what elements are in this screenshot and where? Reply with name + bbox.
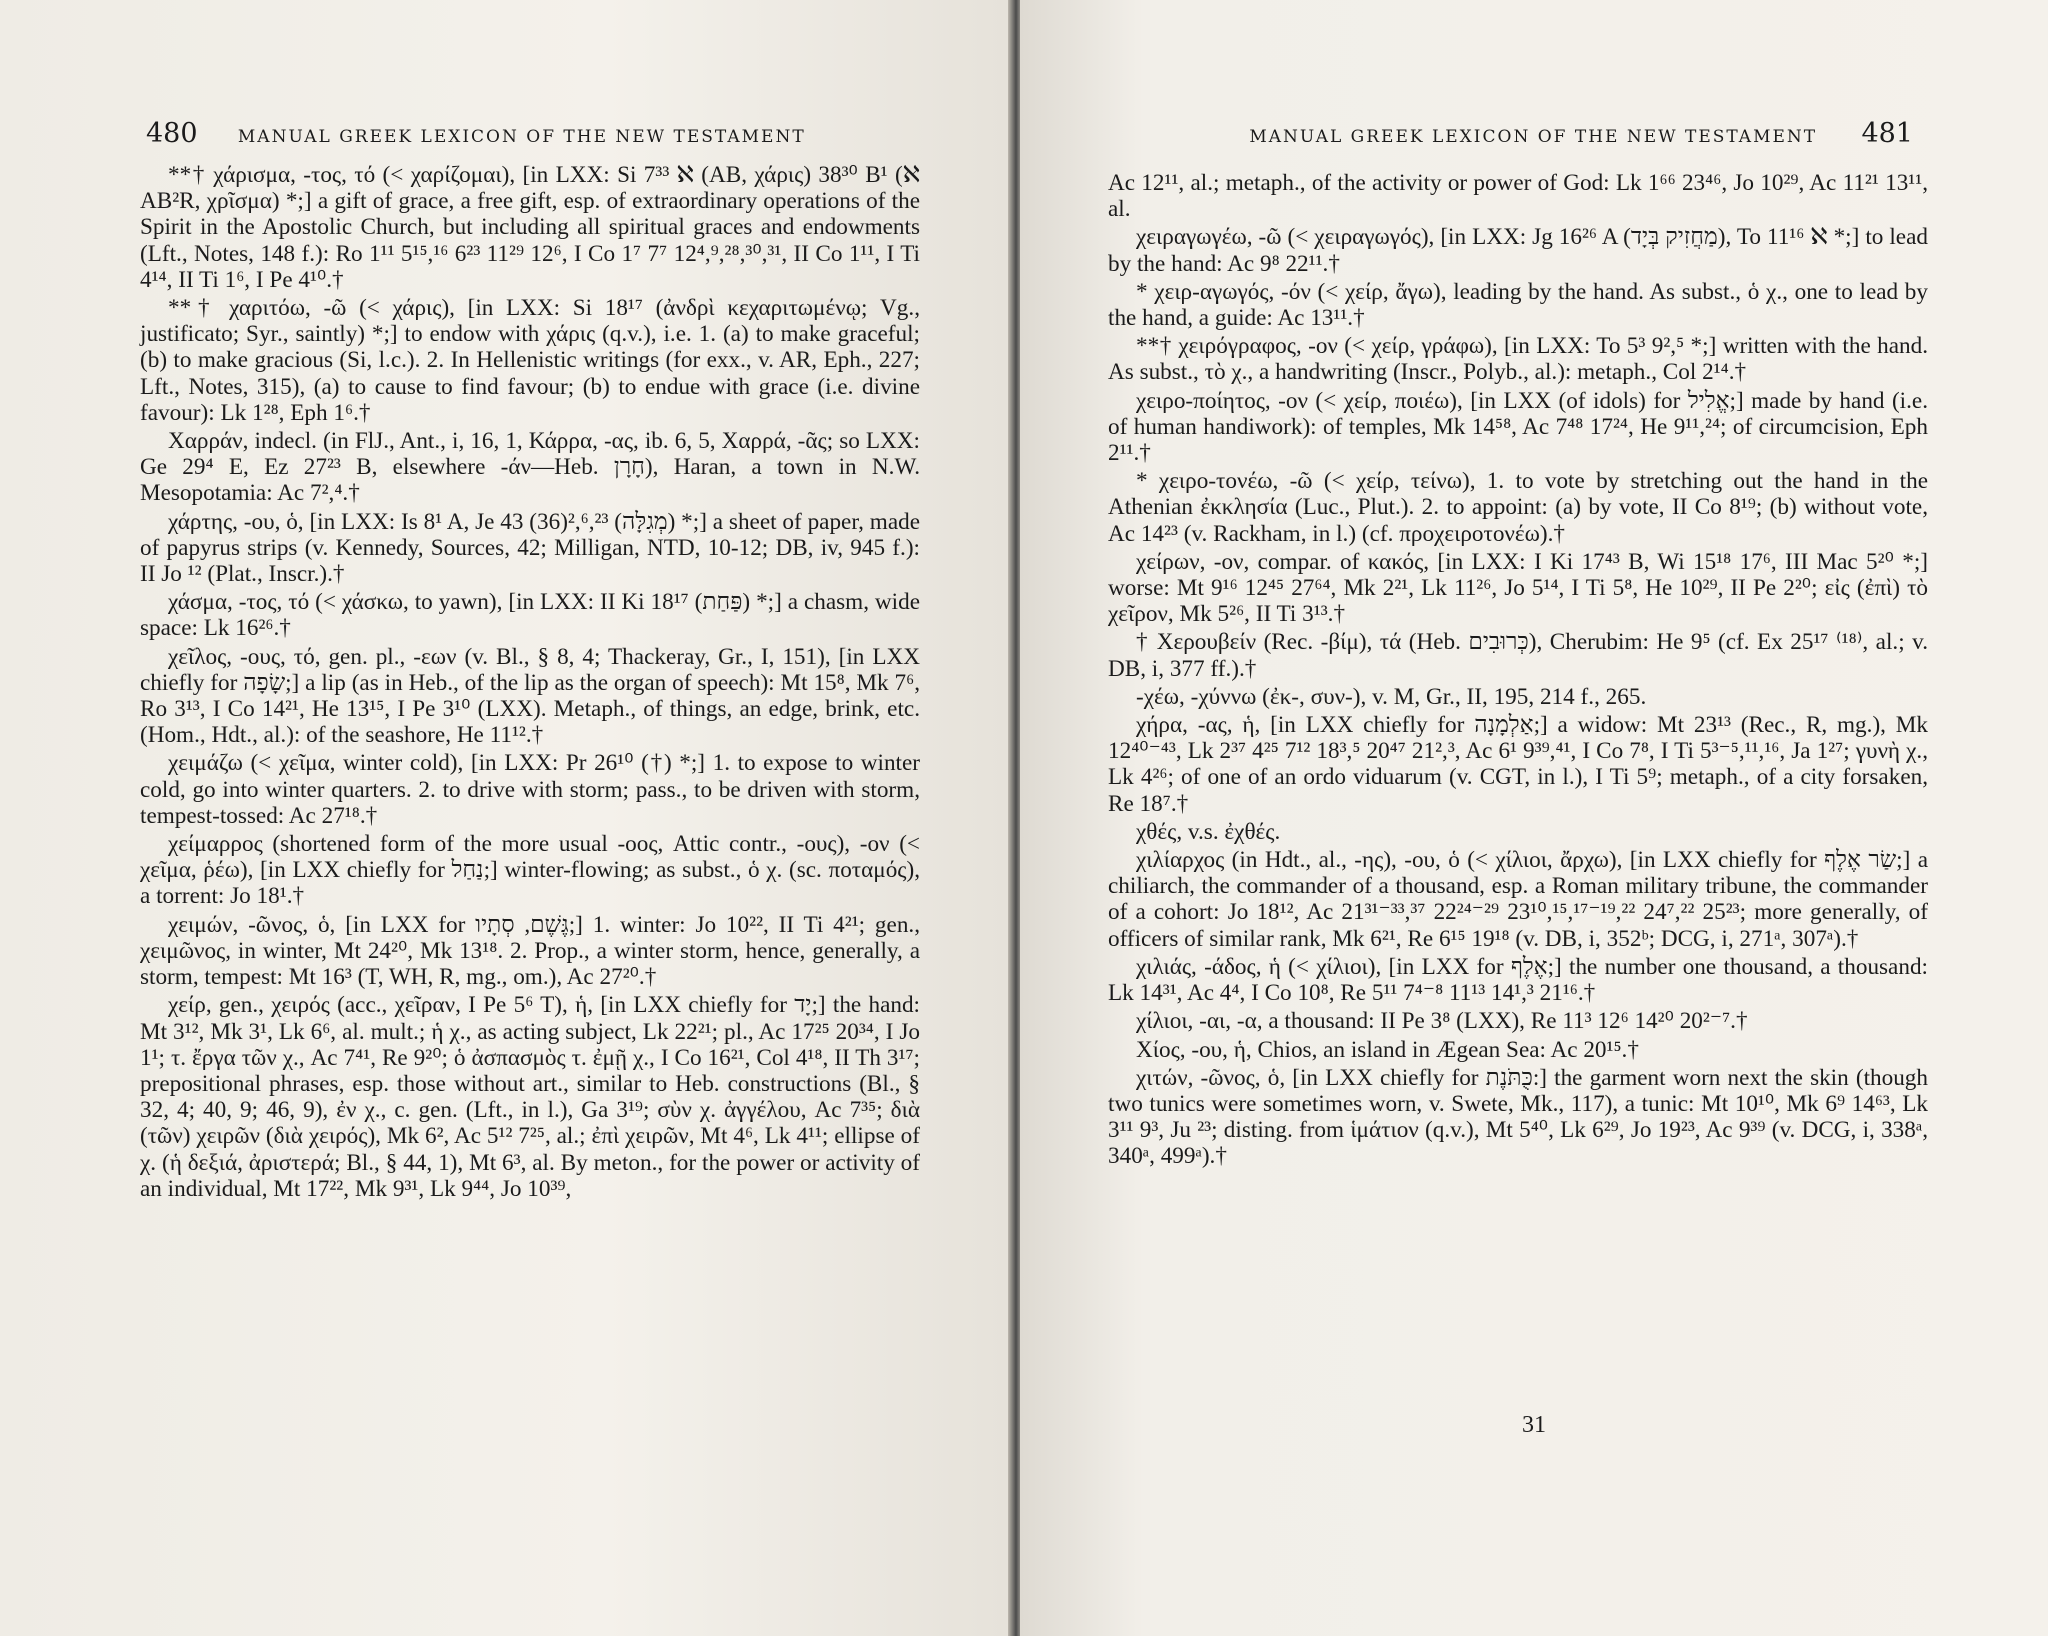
signature-mark: 31 <box>1522 1412 1546 1438</box>
left-page-header <box>146 118 886 149</box>
entry: χήρα, -ας, ἡ, [in LXX chiefly for אַלְמָנָה;] a widow: Mt 23¹³ (Rec., R, mg.), Mk 12⁴⁰⁻⁴³, Lk 2³⁷ 4²⁵ 7¹² 18³,⁵ 20⁴⁷ 21²,³, Ac 6¹ 9³⁹,⁴¹, I Co 7⁸, I Ti 5³⁻⁵,¹¹,¹⁶, Ja 1²⁷; γυνὴ χ., Lk 4²⁶; of one of an ordo viduarum (v. CGT, in l.), I Ti 5⁹; metaph., of a city forsaken, Re 18⁷.† <box>1108 712 1928 817</box>
entry: χείρ, gen., χειρός (acc., χεῖραν, I Pe 5⁶ T), ἡ, [in LXX chiefly for יָד;] the hand: Mt 3¹², Mk 3¹, Lk 6⁶, al. mult.; ἡ χ., as acting subject, Lk 22²¹; pl., Ac 17²⁵ 20³⁴, I Jo 1¹; τ. ἔργα τῶν χ., Ac 7⁴¹, Re 9²⁰; ὁ ἀσπασμὸς τ. ἐμῇ χ., I Co 16²¹, Col 4¹⁸, II Th 3¹⁷; prepositional phrases, esp. those without art., similar to Heb. constructions (Bl., § 32, 4; 40, 9; 46, 9), ἐν χ., c. gen. (Lft., in l.), Ga 3¹⁹; σὺν χ. ἀγγέλου, Ac 7³⁵; διὰ (τῶν) χειρῶν (διὰ χειρός), Mk 6², Ac 5¹² 7²⁵, al.; ἐπὶ χειρῶν, Mt 4⁶, Lk 4¹¹; ellipse of χ. (ἡ δεξιά, ἀριστερά; Bl., § 44, 1), Mt 6³, al. By meton., for the power or activity of an individual, Mt 17²², Mk 9³¹, Lk 9⁴⁴, Jo 10³⁹, <box>140 992 920 1202</box>
entry: * χειρ-αγωγός, -όν (< χείρ, ἄγω), leading by the hand. As subst., ὁ χ., one to lead by the hand, a guide: Ac 13¹¹.† <box>1108 278 1928 332</box>
page-number-right: 481 <box>1861 118 1913 149</box>
entry: χειραγωγέω, -ῶ (< χειραγωγός), [in LXX: Jg 16²⁶ A (מַחֲזִיק בְּיָד), To 11¹⁶ ℵ *;] to lead by the hand: Ac 9⁸ 22¹¹.† <box>1108 224 1928 277</box>
entry: χιλιάς, -άδος, ἡ (< χίλιοι), [in LXX for אֶלֶף;] the number one thousand, a thousand: Lk 14³¹, Ac 4⁴, I Co 10⁸, Re 5¹¹ 7⁴⁻⁸ 11¹³ 14¹,³ 21¹⁶.† <box>1108 953 1928 1007</box>
entry: **† χαριτόω, -ῶ (< χάρις), [in LXX: Si 18¹⁷ (ἀνδρὶ κεχαριτωμένῳ; Vg., justificato; Syr., saintly) *;] to endow with χάρις (q.v.), i.e. 1. (a) to make graceful; (b) to make gracious (Si, l.c.). 2. In Hellenistic writings (for exx., v. AR, Eph., 227; Lft., Notes, 315), (a) to cause to find favour; (b) to endue with grace (i.e. divine favour): Lk 1²⁸, Eph 1⁶.† <box>140 295 920 426</box>
entry: χάσμα, -τος, τό (< χάσκω, to yawn), [in LXX: II Ki 18¹⁷ (פַּחַת) *;] a chasm, wide space: Lk 16²⁶.† <box>140 589 920 642</box>
right-page-body <box>1108 170 1928 1172</box>
entry: * χειρο-τονέω, -ῶ (< χείρ, τείνω), 1. to vote by stretching out the hand in the Athenian ἐκκλησία (Luc., Plut.). 2. to appoint: (a) by vote, II Co 8¹⁹; (b) without vote, Ac 14²³ (v. Rackham, in l.) (cf. προχειροτονέω).† <box>1108 468 1928 547</box>
running-head-right: MANUAL GREEK LEXICON OF THE NEW TESTAMENT <box>1249 127 1818 147</box>
entry-continuation: Ac 12¹¹, al.; metaph., of the activity or power of God: Lk 1⁶⁶ 23⁴⁶, Jo 10²⁹, Ac 11²¹ 13¹¹, al. <box>1108 170 1928 223</box>
entry: χειρο-ποίητος, -ον (< χείρ, ποιέω), [in LXX (of idols) for אֱלִיל;] made by hand (i.e. of human handiwork): of temples, Mk 14⁵⁸, Ac 7⁴⁸ 17²⁴, He 9¹¹,²⁴; of circumcision, Eph 2¹¹.† <box>1108 387 1929 467</box>
entry: χθές, v.s. ἐχθές. <box>1136 818 1281 845</box>
running-head-left: MANUAL GREEK LEXICON OF THE NEW TESTAMENT <box>237 127 806 147</box>
left-page-body <box>140 162 920 1204</box>
entry: χειμάζω (< χεῖμα, winter cold), [in LXX: Pr 26¹⁰ (†) *;] 1. to expose to winter cold, go into winter quarters. 2. to drive with storm; pass., to be driven with storm, tempest-tossed: Ac 27¹⁸.† <box>140 750 920 829</box>
entry: χείρων, -ον, compar. of κακός, [in LXX: I Ki 17⁴³ B, Wi 15¹⁸ 17⁶, III Mac 5²⁰ *;] worse: Mt 9¹⁶ 12⁴⁵ 27⁶⁴, Mk 2²¹, Lk 11²⁶, Jo 5¹⁴, I Ti 5⁸, He 10²⁹, II Pe 2²⁰; εἰς (ἐπὶ) τὸ χεῖρον, Mk 5²⁶, II Ti 3¹³.† <box>1108 548 1928 628</box>
entry: **† χειρόγραφος, -ον (< χείρ, γράφω), [in LXX: To 5³ 9²,⁵ *;] written with the hand. As subst., τὸ χ., a handwriting (Inscr., Polyb., al.): metaph., Col 2¹⁴.† <box>1108 333 1928 386</box>
entry: † Χερουβείν (Rec. -βίμ), τά (Heb. כְּרוּבִים), Cherubim: He 9⁵ (cf. Ex 25¹⁷ ⁽¹⁸⁾, al.; v. DB, i, 377 ff.).† <box>1108 629 1928 682</box>
entry: Χαρράν, indecl. (in FlJ., Ant., i, 16, 1, Κάρρα, -ας, ib. 6, 5, Χαρρά, -ᾶς; so LXX: Ge 29⁴ E, Ez 27²³ B, elsewhere -άν—Heb. חָרָן), Haran, a town in N.W. Mesopotamia: Ac 7²,⁴.† <box>140 428 920 507</box>
right-page <box>1020 0 2048 1636</box>
entry: Χίος, -ου, ἡ, Chios, an island in Ægean Sea: Ac 20¹⁵.† <box>1136 1036 1639 1063</box>
page-number-left: 480 <box>146 118 198 149</box>
right-page-header <box>1165 118 1913 149</box>
entry: χιλίαρχος (in Hdt., al., -ης), -ου, ὁ (< χίλιοι, ἄρχω), [in LXX chiefly for שַׂר אֶלֶף;] a chiliarch, the commander of a thousand, esp. a Roman military tribune, the commander of a cohort: Jo 18¹², Ac 21³¹⁻³³,³⁷ 22²⁴⁻²⁹ 23¹⁰,¹⁵,¹⁷⁻¹⁹,²² 24⁷,²² 25²³; more generally, of officers of similar rank, Mk 6²¹, Re 6¹⁵ 19¹⁸ (v. DB, i, 352ᵇ; DCG, i, 271ᵃ, 307ᵃ).† <box>1108 847 1928 952</box>
entry: **† χάρισμα, -τος, τό (< χαρίζομαι), [in LXX: Si 7³³ ℵ (AB, χάρις) 38³⁰ B¹ (ℵ AB²R, χρῖσμα) *;] a gift of grace, a free gift, esp. of extraordinary operations of the Spirit in the Apostolic Church, but including all spiritual graces and endowments (Lft., Notes, 148 f.): Ro 1¹¹ 5¹⁵,¹⁶ 6²³ 11²⁹ 12⁶, I Co 1⁷ 7⁷ 12⁴,⁹,²⁸,³⁰,³¹, II Co 1¹¹, I Ti 4¹⁴, II Ti 1⁶, I Pe 4¹⁰.† <box>140 162 920 293</box>
entry: χείμαρρος (shortened form of the more usual -οος, Attic contr., -ους), -ον (< χεῖμα, ῥέω), [in LXX chiefly for נַחַל;] winter-flowing; as subst., ὁ χ. (sc. ποταμός), a torrent: Jo 18¹.† <box>140 831 920 910</box>
entry: χάρτης, -ου, ὁ, [in LXX: Is 8¹ A, Je 43 (36)²,⁶,²³ (מְגִלָּה) *;] a sheet of paper, made of papyrus strips (v. Kennedy, Sources, 42; Milligan, NTD, 10-12; DB, iv, 945 f.): II Jo ¹² (Plat., Inscr.).† <box>140 508 920 588</box>
entry: χίλιοι, -αι, -α, a thousand: II Pe 3⁸ (LXX), Re 11³ 12⁶ 14²⁰ 20²⁻⁷.† <box>1136 1008 1748 1035</box>
left-page <box>0 0 1012 1636</box>
entry: χιτών, -ῶνος, ὁ, [in LXX chiefly for כֻּתֹּנֶת:] the garment worn next the skin (though two tunics were sometimes worn, v. Swete, Mk., 117), a tunic: Mt 10¹⁰, Mk 6⁹ 14⁶³, Lk 3¹¹ 9³, Ju ²³; disting. from ἱμάτιον (q.v.), Mt 5⁴⁰, Lk 6²⁹, Jo 19²³, Ac 9³⁹ (v. DCG, i, 338ᵃ, 340ᵃ, 499ᵃ).† <box>1108 1064 1928 1170</box>
entry: χειμών, -ῶνος, ὁ, [in LXX for גֶּשֶׁם, סְתָיו;] 1. winter: Jo 10²², II Ti 4²¹; gen., χειμῶνος, in winter, Mt 24²⁰, Mk 13¹⁸. 2. Prop., a winter storm, hence, generally, a storm, tempest: Mt 16³ (T, WH, R, mg., om.), Ac 27²⁰.† <box>140 911 921 991</box>
entry: χεῖλος, -ους, τό, gen. pl., -εων (v. Bl., § 8, 4; Thackeray, Gr., I, 151), [in LXX chiefly for שָׂפָה;] a lip (as in Heb., of the lip as the organ of speech): Mt 15⁸, Mk 7⁶, Ro 3¹³, I Co 14²¹, He 13¹⁵, I Pe 3¹⁰ (LXX). Metaph., of things, an edge, brink, etc. (Hom., Hdt., al.): of the seashore, He 11¹².† <box>140 643 920 749</box>
entry: -χέω, -χύννω (ἐκ-, συν-), v. M, Gr., II, 195, 214 f., 265. <box>1136 683 1647 710</box>
